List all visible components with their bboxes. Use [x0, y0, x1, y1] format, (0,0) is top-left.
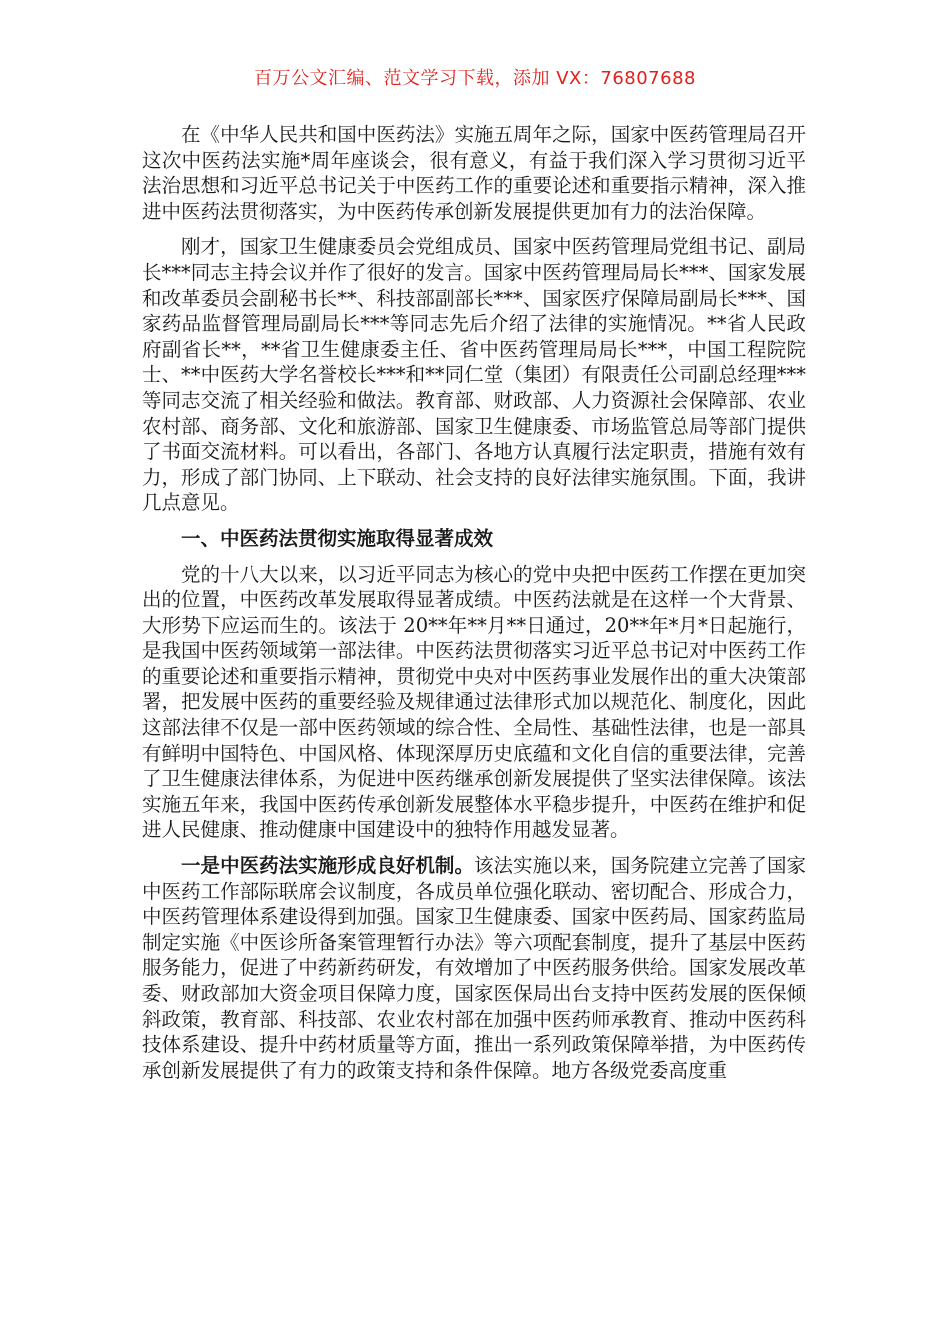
paragraph-meeting-summary: 刚才，国家卫生健康委员会党组成员、国家中医药管理局党组书记、副局长***同志主持会议并作了很好的发言。国家中医药管理局局长***、国家发展和改革委员会副秘书长**、科技部副部长***、国家医疗保障局副局长***、国家药品监督管理局副局长***等同志先后介绍了法律的实施情况。**省人民政府副省长**，**省卫生健康委主任、省中医药管理局局长***，中国工程院院士、**中医药大学名誉校长***和**同仁堂（集团）有限责任公司副总经理***等同志交流了相关经验和做法。教育部、财政部、人力资源社会保障部、农业农村部、商务部、文化和旅游部、国家卫生健康委、市场监管总局等部门提供了书面交流材料。可以看出，各部门、各地方认真履行法定职责，措施有效有力，形成了部门协同、上下联动、社会支持的良好法律实施氛围。下面，我讲几点意见。	[142, 235, 806, 515]
paragraph-opening: 在《中华人民共和国中医药法》实施五周年之际，国家中医药管理局召开这次中医药法实施*周年座谈会，很有意义，有益于我们深入学习贯彻习近平法治思想和习近平总书记关于中医药工作的重要论述和重要指示精神，深入推进中医药法贯彻落实，为中医药传承创新发展提供更加有力的法治保障。	[142, 123, 806, 223]
document-body	[142, 122, 806, 1093]
section-heading-1: 一、中医药法贯彻实施取得显著成效	[181, 526, 494, 550]
paragraph-lead-bold: 一是中医药法实施形成良好机制。	[181, 854, 474, 878]
paragraph-mechanism	[142, 853, 806, 1083]
paragraph-mechanism-text: 该法实施以来，国务院建立完善了国家中医药工作部际联席会议制度，各成员单位强化联动、密切配合、形成合力，中医药管理体系建设得到加强。国家卫生健康委、国家中医药局、国家药监局制定实施《中医诊所备案管理暂行办法》等六项配套制度，提升了基层中医药服务能力，促进了中药新药研发，有效增加了中医药服务供给。国家发展改革委、财政部加大资金项目保障力度，国家医保局出台支持中医药发展的医保倾斜政策，教育部、科技部、农业农村部在加强中医药师承教育、推动中医药科技体系建设、提升中药材质量等方面，推出一系列政策保障举措，为中医药传承创新发展提供了有力的政策支持和条件保障。地方各级党委高度重	[142, 854, 806, 1082]
paragraph-achievements: 党的十八大以来，以习近平同志为核心的党中央把中医药工作摆在更加突出的位置，中医药改革发展取得显著成绩。中医药法就是在这样一个大背景、大形势下应运而生的。该法于 20**年**月**日通过，20**年*月*日起施行，是我国中医药领域第一部法律。中医药法贯彻落实习近平总书记对中医药工作的重要论述和重要指示精神，贯彻党中央对中医药事业发展作出的重大决策部署，把发展中医药的重要经验及规律通过法律形式加以规范化、制度化，因此这部法律不仅是一部中医药领域的综合性、全局性、基础性法律，也是一部具有鲜明中国特色、中国风格、体现深厚历史底蕴和文化自信的重要法律，完善了卫生健康法律体系，为促进中医药继承创新发展提供了坚实法律保障。该法实施五年来，我国中医药传承创新发展整体水平稳步提升，中医药在维护和促进人民健康、推动健康中国建设中的独特作用越发显著。	[142, 562, 806, 842]
header-banner: 百万公文汇编、范文学习下载，添加 VX：76807688	[254, 68, 696, 89]
